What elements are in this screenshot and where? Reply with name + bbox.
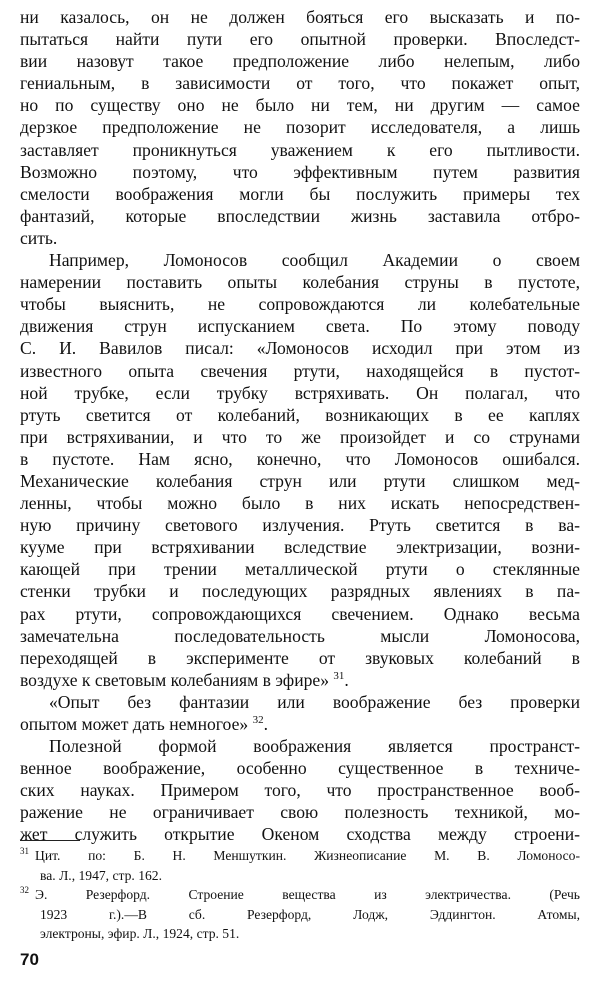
text-line [20, 713, 580, 735]
line-text: ной трубке, если трубку встряхивать. Он полагал, что [20, 382, 580, 403]
line-text: венное воображение, особенно существенное в техниче- [20, 758, 580, 779]
line-text: ражение не ограничивает свою полезность техникой, мо- [20, 802, 580, 823]
line-text: известного опыта свечения ртути, находящейся в пустот- [20, 360, 580, 381]
text-line [20, 536, 580, 558]
text-line [20, 426, 580, 448]
text-line [20, 448, 580, 470]
footnote-text: 1923 г.).—В сб. Резерфорд, Лодж, Эддингтон. Атомы, [40, 906, 580, 922]
footnote-text: электроны, эфир. Л., 1924, стр. 51. [40, 926, 240, 941]
text-line [20, 558, 580, 580]
footnote-line [20, 866, 580, 886]
text-line [20, 404, 580, 426]
text-line [20, 293, 580, 315]
line-text: Возможно поэтому, что эффективным путем развития [20, 161, 580, 182]
text-line [20, 183, 580, 205]
line-text: воздухе к световым колебаниям в эфире» [20, 669, 330, 690]
text-line [20, 492, 580, 514]
line-text: гениальным, в зависимости от того, что покажет опыт, [20, 73, 580, 94]
footnote-text: Э. Резерфорд. Строение вещества из электричества. (Речь [35, 887, 580, 902]
footnote-reference: 32 [252, 714, 264, 727]
footnote-divider [20, 840, 80, 841]
line-text: ни казалось, он не должен бояться его высказать и по- [20, 7, 580, 27]
text-line [20, 647, 580, 669]
text-line [20, 360, 580, 382]
footnotes [20, 846, 580, 944]
text-line [20, 315, 580, 337]
line-text: кающей при трении металлической ртути о стеклянные [20, 559, 580, 580]
text-line [20, 227, 580, 249]
footnote-text: ва. Л., 1947, стр. 162. [40, 867, 162, 883]
line-text: ских науках. Примером того, что пространственное вооб- [20, 780, 580, 801]
line-text: замечательна последовательность мысли Ломоносова, [20, 625, 580, 646]
line-text: стенки трубки и последующих разрядных явлениях в па- [20, 581, 580, 602]
footnote-number: 32 [20, 885, 29, 896]
text-line [20, 116, 580, 138]
footnote-line [20, 885, 580, 905]
text-line [20, 603, 580, 625]
text-line [20, 735, 580, 757]
line-text: дерзкое предположение не позорит исследователя, а лишь [20, 117, 580, 138]
footnote-line [20, 846, 580, 866]
text-line [20, 161, 580, 183]
line-text: чтобы выяснить, не сопровождаются ли колебательные [20, 294, 580, 315]
line-text: Механические колебания струн или ртути слишком мед- [20, 470, 580, 491]
line-text: движения струн испусканием света. По этому поводу [20, 316, 580, 337]
line-text: пытаться найти пути его опытной проверки. Впоследст- [20, 29, 580, 50]
text-line [20, 470, 580, 492]
text-line [20, 823, 580, 845]
footnote-reference: 31 [333, 669, 345, 682]
text-line [20, 205, 580, 227]
line-text: сить. [20, 227, 58, 248]
line-text: вии назовут такое предположение либо нелепым, либо [20, 51, 580, 72]
text-line [20, 271, 580, 293]
text-line [20, 801, 580, 823]
line-text: С. И. Вавилов писал: «Ломоносов исходил при этом из [20, 338, 580, 359]
line-text: заставляет проникнуться уважением к его пытливости. [20, 139, 580, 160]
line-text: Полезной формой воображения является пространст- [49, 736, 580, 757]
text-line [20, 94, 580, 116]
text-line [20, 382, 580, 404]
footnote-text: Цит. по: Б. Н. Меншуткин. Жизнеописание М. В. Ломоносо- [35, 848, 580, 863]
footnote-number: 31 [20, 846, 29, 857]
text-line [20, 6, 580, 28]
line-text: переходящей в эксперименте от звуковых колебаний в [20, 647, 580, 668]
text-line [20, 580, 580, 602]
text-line [20, 691, 580, 713]
sentence-period: . [344, 669, 349, 690]
text-line [20, 779, 580, 801]
line-text: ленны, чтобы можно было в них искать непосредствен- [20, 493, 580, 514]
text-line [20, 625, 580, 647]
text-line [20, 514, 580, 536]
line-text: «Опыт без фантазии или воображение без проверки [49, 691, 580, 712]
line-text: в пустоте. Нам ясно, конечно, что Ломоносов ошибался. [20, 448, 580, 469]
line-text: опытом может дать немногое» [20, 714, 249, 734]
line-text: кууме при встряхивании вследствие электризации, возни- [20, 537, 580, 558]
line-text: Например, Ломоносов сообщил Академии о своем [49, 250, 580, 271]
text-line [20, 50, 580, 72]
text-line [20, 249, 580, 271]
line-text: ртуть светится от колебаний, возникающих в ее каплях [20, 404, 580, 425]
text-line [20, 28, 580, 50]
footnote-line [20, 924, 580, 944]
footnote-line [20, 905, 580, 925]
sentence-period: . [263, 714, 268, 734]
text-line [20, 757, 580, 779]
text-line [20, 139, 580, 161]
line-text: рах ртути, сопровождающихся свечением. Однако весьма [20, 603, 580, 624]
line-text: ную причину светового излучения. Ртуть светится в ва- [20, 515, 580, 536]
text-line [20, 337, 580, 359]
line-text: намерении поставить опыты колебания струны в пустоте, [20, 272, 580, 293]
line-text: смелости воображения могли бы послужить примеры тех [20, 183, 580, 204]
line-text: фантазий, которые впоследствии жизнь заставила отбро- [20, 205, 580, 226]
text-line [20, 72, 580, 94]
line-text: но по существу оно не было ни тем, ни другим — самое [20, 95, 580, 116]
page-body [20, 6, 580, 846]
line-text: жет служить открытие Океном сходства между строени- [20, 824, 580, 845]
line-text: при встряхивании, и что то же произойдет и со струнами [20, 426, 580, 447]
page-number: 70 [20, 950, 39, 969]
text-line [20, 669, 580, 691]
